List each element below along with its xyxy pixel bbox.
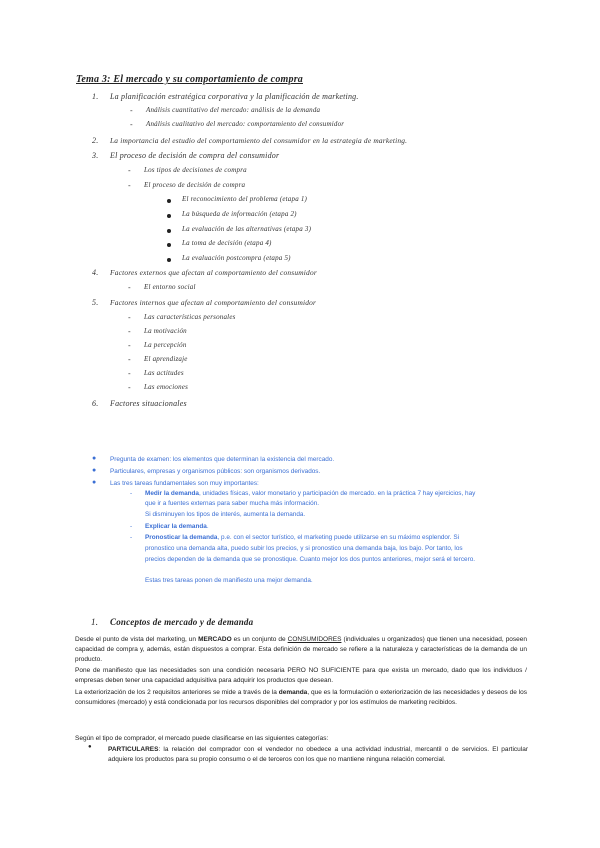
outline-step: La toma de decisión (etapa 4) — [182, 239, 272, 247]
bullet-icon — [167, 243, 171, 247]
dash-marker: - — [130, 523, 133, 530]
task-explain-title: Explicar la demanda — [145, 523, 207, 530]
bullet-icon: ● — [92, 455, 97, 462]
dash-marker: - — [130, 490, 133, 497]
page-title: Tema 3: El mercado y su comportamiento de compra — [76, 74, 303, 85]
text-run: es un conjunto de — [231, 636, 288, 643]
outline-subitem: El aprendizaje — [144, 355, 188, 363]
term-particulares: PARTICULARES — [108, 746, 159, 753]
outline-dash: - — [130, 106, 133, 115]
term-consumidores: CONSUMIDORES — [287, 636, 342, 643]
outline-num-5: 5. — [92, 298, 99, 307]
outline-subitem: El proceso de decisión de compra — [144, 181, 246, 189]
outline-step: El reconocimiento del problema (etapa 1) — [182, 195, 308, 203]
outline-num-1: 1. — [92, 92, 99, 101]
outline-subitem: La percepción — [144, 341, 187, 349]
text-run: : la relación del comprador con el vendedor no obedece a una actividad industrial, mercantil o de servicios. El particular adquiere los productos para su propio consumo o el de terceros con los que no mantiene ninguna relación comercial. — [108, 746, 528, 763]
outline-step: La evaluación postcompra (etapa 5) — [182, 254, 291, 262]
outline-dash: - — [128, 327, 131, 336]
outline-subitem: Análisis cuantitativo del mercado: análisis de la demanda — [146, 106, 321, 114]
outline-dash: - — [128, 341, 131, 350]
dash-marker: - — [130, 534, 133, 541]
bullet-icon — [167, 229, 171, 233]
text-run: La exteriorización de los 2 requisitos anteriores se mide a través de la — [75, 689, 279, 696]
section-title: Conceptos de mercado y de demanda — [110, 617, 254, 627]
note-line: Particulares, empresas y organismos públicos: son organismos derivados. — [110, 468, 321, 475]
outline-num-3: 3. — [92, 151, 99, 160]
note-line: que ir a fuentes externas para saber mucha más información. — [145, 500, 320, 507]
outline-item-5: Factores internos que afectan al comportamiento del consumidor — [110, 298, 317, 307]
outline-subitem: Las emociones — [144, 383, 189, 391]
outline-num-4: 4. — [92, 268, 99, 277]
category-particulares — [108, 745, 528, 765]
outline-dash: - — [128, 383, 131, 392]
note-line: precios dependen de la demanda que se pronostique. Cuanto mejor los dos puntos anteriores, mejor será el tercero. — [145, 556, 476, 563]
bullet-icon: ● — [88, 744, 92, 750]
note-line: pronostico una demanda alta, puedo subir los precios, y si pronostico una demanda baja, los bajo. Por tanto, los — [145, 545, 463, 552]
outline-item-6: Factores situacionales — [110, 399, 187, 408]
term-mercado: MERCADO — [198, 636, 232, 643]
outline-item-2: La importancia del estudio del comportamiento del consumidor en la estrategia de marketing. — [110, 136, 408, 145]
task-explain — [145, 523, 209, 530]
outline-dash: - — [128, 369, 131, 378]
outline-item-4: Factores externos que afectan al comportamiento del consumidor — [110, 268, 317, 277]
outline-item-1: La planificación estratégica corporativa y la planificación de marketing. — [110, 92, 359, 101]
note-line: Pregunta de examen: los elementos que determinan la existencia del mercado. — [110, 456, 335, 463]
paragraph-needs: Pone de manifiesto que las necesidades son una condición necesaria PERO NO SUFICIENTE para que exista un mercado, dado que los individuos / empresas deben tener una capacidad adquisitiva para adquirir los productos que desean. — [75, 667, 527, 684]
outline-dash: - — [128, 166, 131, 175]
paragraph-market — [75, 635, 527, 665]
note-line: Las tres tareas fundamentales son muy importantes: — [110, 480, 259, 487]
task-measure-text: , unidades físicas, valor monetario y participación de mercado. en la práctica 7 hay ejercicios, hay — [198, 490, 476, 497]
text-run: Desde el punto de vista del marketing, un — [75, 636, 199, 643]
outline-subitem: Las actitudes — [144, 369, 184, 377]
text-run: (individuales u organizados) que tienen una necesidad, poseen capacidad de compra y, además, están dispuestos a comprar. Esta definición de mercado se refiere a la naturaleza y características de la demanda de un producto. — [75, 636, 528, 663]
task-explain-text: . — [206, 523, 209, 530]
task-measure-title: Medir la demanda — [145, 490, 199, 497]
bullet-icon — [167, 214, 171, 218]
task-forecast — [145, 534, 459, 541]
term-demanda: demanda — [278, 689, 308, 696]
paragraph-categories: Según el tipo de comprador, el mercado puede clasificarse en las siguientes categorías: — [75, 735, 329, 742]
outline-subitem: Análisis cualitativo del mercado: comportamiento del consumidor — [146, 120, 345, 128]
task-forecast-title: Pronosticar la demanda — [145, 534, 218, 541]
note-closing: Estas tres tareas ponen de manifiesto una mejor demanda. — [145, 577, 313, 584]
text-run: , que es la formulación o exteriorización de las necesidades y deseos de los consumidores (mercado) y está condicionada por los recursos disponibles del comprador y por los estímulos de marketing recibidos. — [75, 689, 527, 706]
outline-dash: - — [128, 181, 131, 190]
outline-subitem: Las características personales — [144, 313, 236, 321]
bullet-icon: ● — [92, 467, 97, 474]
paragraph-demand — [75, 688, 527, 708]
bullet-icon — [167, 199, 171, 203]
outline-dash: - — [130, 120, 133, 129]
task-forecast-text: , p.e. con el sector turístico, el marketing puede utilizarse en su máximo esplendor. Si — [217, 534, 459, 541]
outline-subitem: El entorno social — [144, 283, 196, 291]
outline-subitem: La motivación — [144, 327, 187, 335]
outline-subitem: Los tipos de decisiones de compra — [144, 166, 247, 174]
outline-dash: - — [128, 355, 131, 364]
outline-step: La evaluación de las alternativas (etapa 3) — [182, 225, 312, 233]
outline-step: La búsqueda de información (etapa 2) — [182, 210, 297, 218]
outline-item-3: El proceso de decisión de compra del consumidor — [110, 151, 280, 160]
bullet-icon: ● — [92, 479, 97, 486]
outline-dash: - — [128, 283, 131, 292]
note-line: Si disminuyen los tipos de interés, aumenta la demanda. — [145, 511, 306, 518]
section-number: 1. — [91, 617, 99, 627]
outline-dash: - — [128, 313, 131, 322]
bullet-icon — [167, 258, 171, 262]
outline-num-6: 6. — [92, 399, 99, 408]
task-measure — [145, 490, 475, 497]
outline-num-2: 2. — [92, 136, 99, 145]
